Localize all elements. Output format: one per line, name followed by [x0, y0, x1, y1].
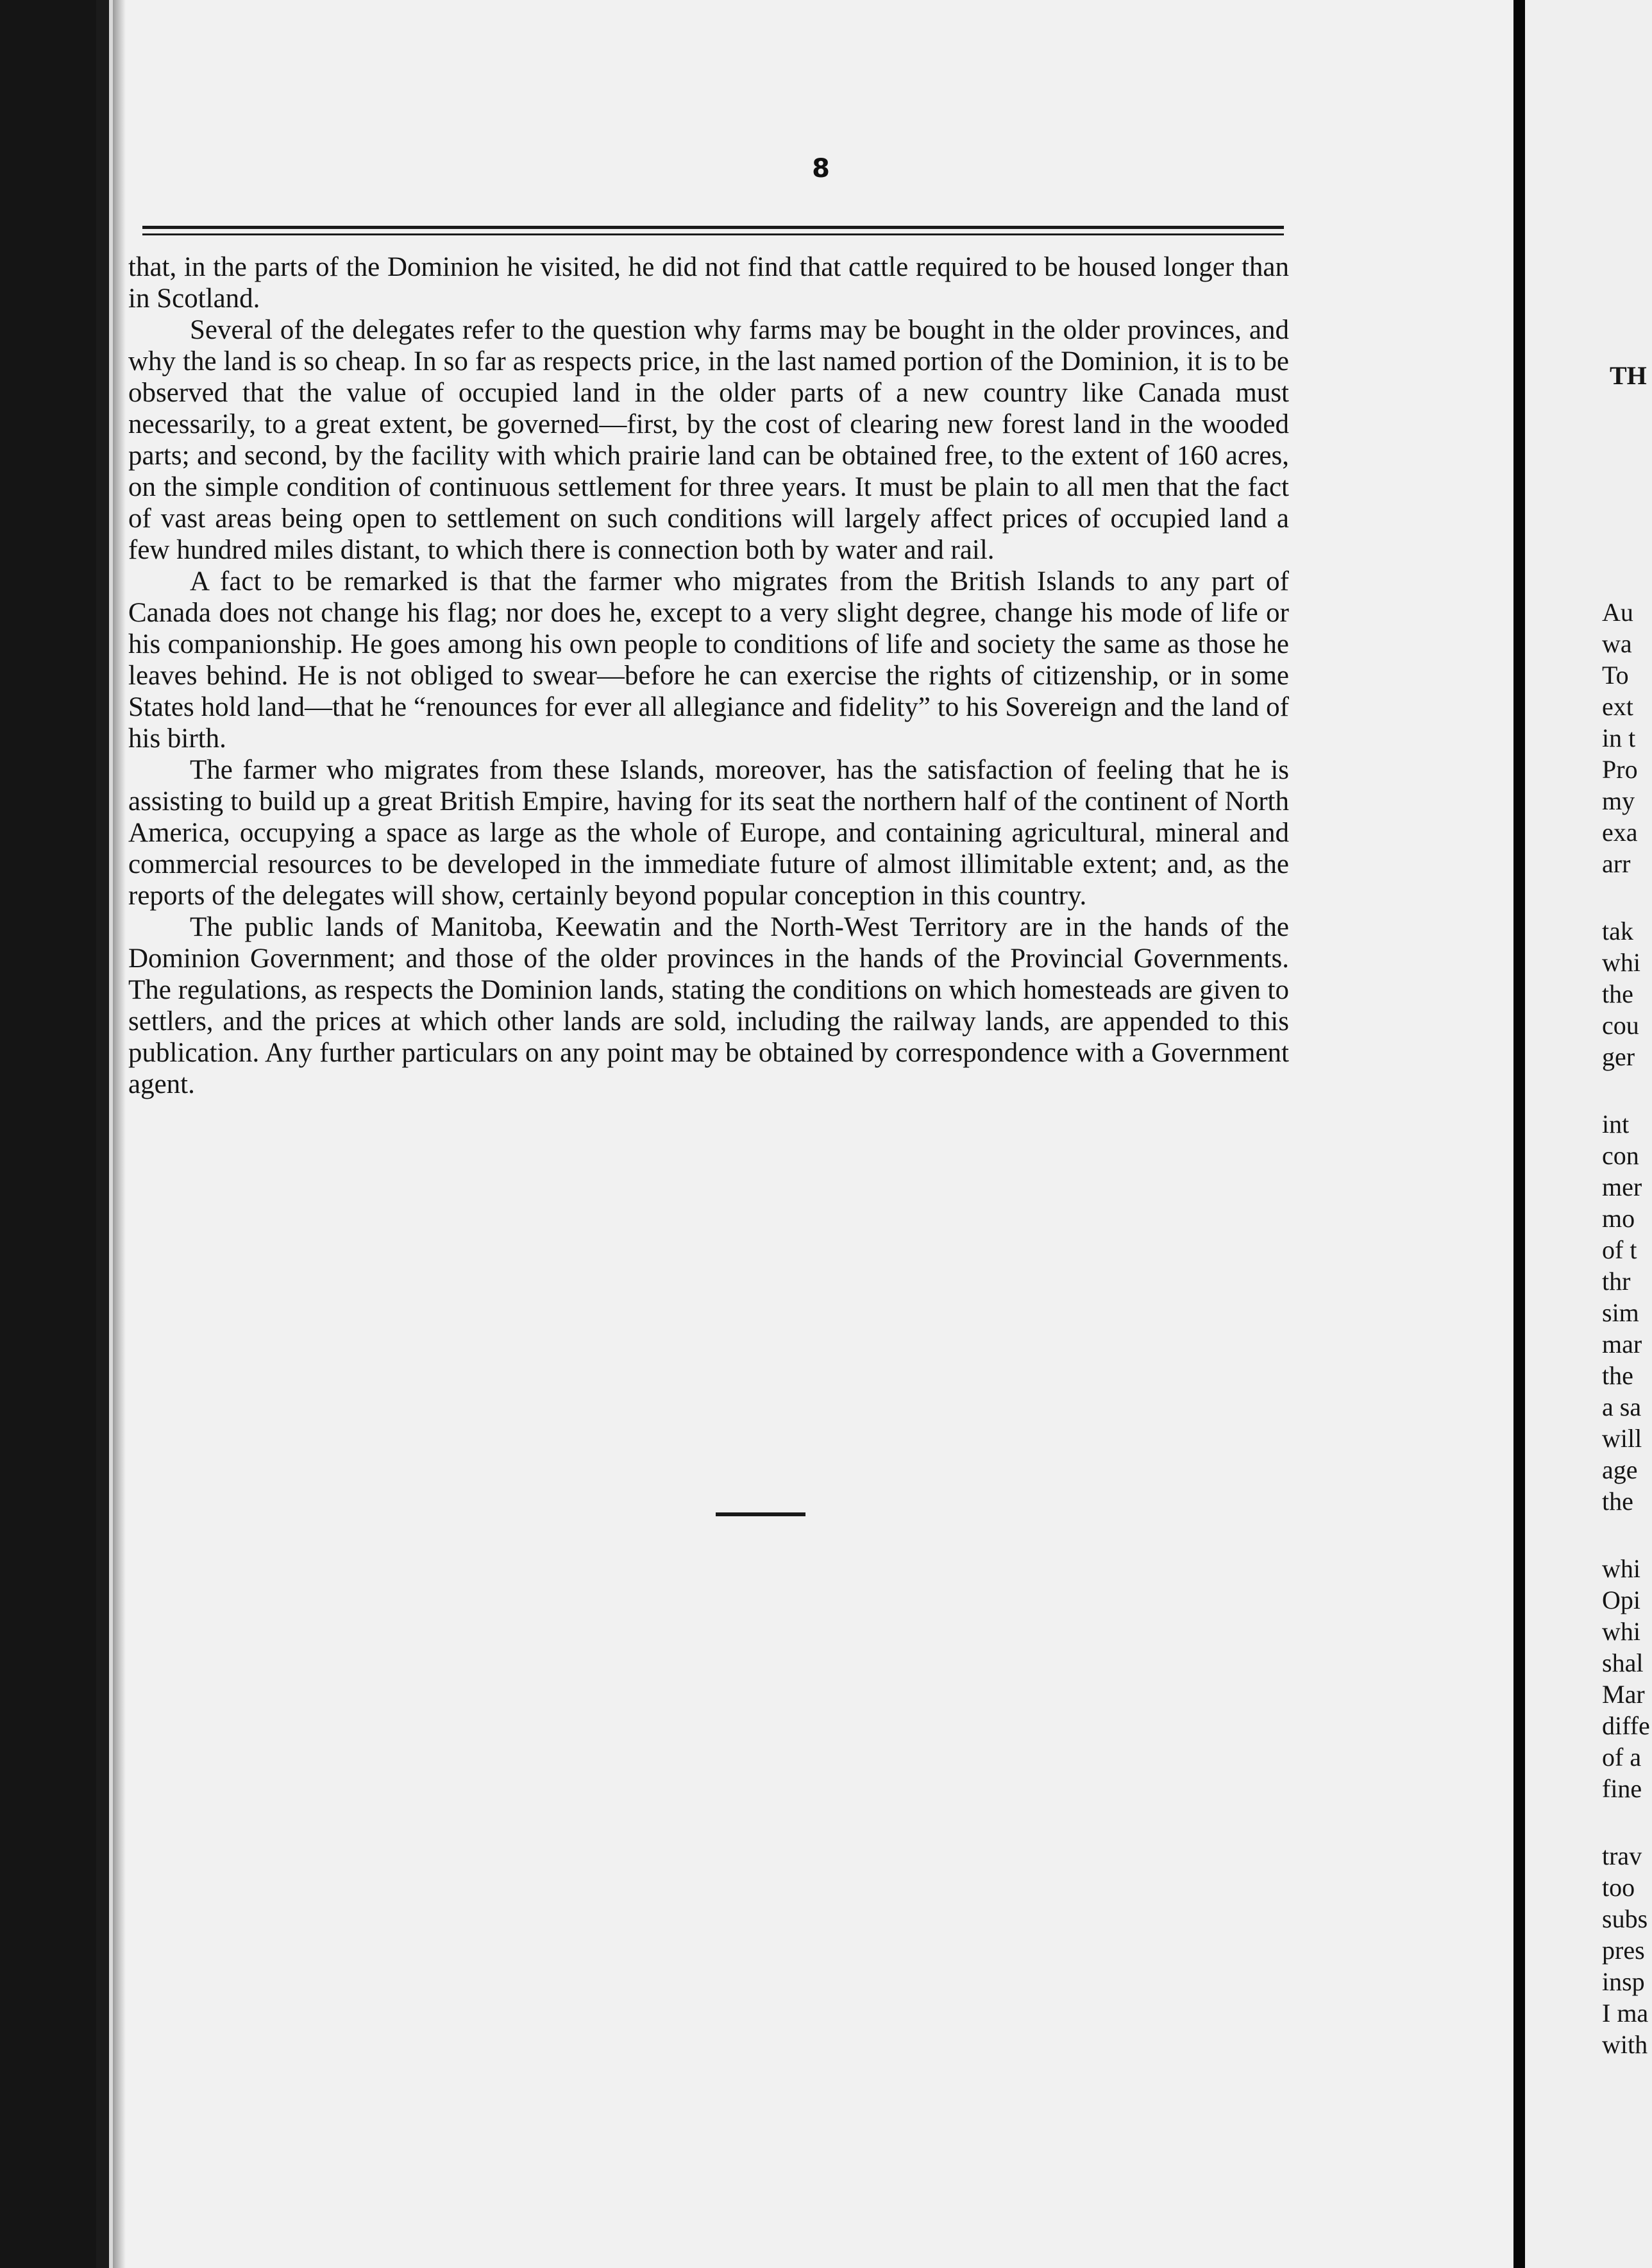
text-fragment: thr [1602, 1267, 1631, 1296]
text-fragment: mo [1602, 1204, 1635, 1233]
adjacent-page-text [1602, 597, 1652, 2060]
text-fragment: with [1602, 2030, 1648, 2059]
paragraph: The public lands of Manitoba, Keewatin and the North-West Territory are in the hands of the Dominion Government; and those of the older provinces in the hands of the Provincial Governments. The regulations, as respects the Dominion lands, stating the conditions on which homesteads are given to settlers, and the prices at which other lands are sold, including the railway lands, are appended to this publication. Any further particulars on any point may be obtained by correspondence with a Government agent. [128, 912, 1289, 1099]
text-fragment: Opi [1602, 1586, 1640, 1614]
section-end-rule [716, 1512, 805, 1516]
text-fragment: I ma [1602, 1999, 1649, 2027]
text-fragment: Au [1602, 598, 1633, 627]
text-fragment: mar [1602, 1330, 1642, 1358]
text-fragment: insp [1602, 1967, 1645, 1996]
text-fragment: To [1602, 661, 1629, 690]
text-fragment: whi [1602, 948, 1640, 977]
text-fragment: exa [1602, 818, 1638, 847]
text-fragment: ext [1602, 692, 1633, 721]
page-number: 8 [812, 154, 830, 183]
text-fragment: in t [1602, 724, 1636, 752]
text-fragment: Mar [1602, 1680, 1645, 1709]
text-fragment: sim [1602, 1298, 1639, 1327]
text-fragment: fine [1602, 1774, 1642, 1803]
text-fragment: arr [1602, 849, 1631, 878]
text-fragment: of t [1602, 1235, 1637, 1264]
text-fragment: a sa [1602, 1392, 1642, 1421]
text-fragment: tak [1602, 917, 1633, 945]
header-rule-thin [142, 233, 1284, 235]
text-fragment: whi [1602, 1617, 1640, 1646]
text-fragment: subs [1602, 1904, 1648, 1933]
text-fragment: the [1602, 1487, 1633, 1516]
text-fragment: shal [1602, 1648, 1644, 1677]
text-fragment: will [1602, 1424, 1642, 1453]
text-fragment: whi [1602, 1554, 1640, 1583]
text-fragment: Pro [1602, 755, 1638, 784]
header-rule [142, 226, 1284, 229]
text-fragment: the [1602, 979, 1633, 1008]
text-fragment: wa [1602, 629, 1632, 658]
text-fragment: int [1602, 1110, 1630, 1138]
paragraph: Several of the delegates refer to the question why farms may be bought in the older provinces, and why the land is so cheap. In so far as respects price, in the last named portion of the Dominion, it is to be observed that the value of occupied land in the older parts of a new country like Canada must necessarily, to a great extent, be governed—first, by the cost of clearing new forest land in the wooded parts; and second, by the facility with which prairie land can be obtained free, to the extent of 160 acres, on the simple condition of continuous settlement for three years. It must be plain to all men that the fact of vast areas being open to settlement on such conditions will largely affect prices of occupied land a few hundred miles distant, to which there is connection both by water and rail. [128, 315, 1289, 565]
paragraph: that, in the parts of the Dominion he visited, he did not find that cattle required to be housed longer than in Scotland. [128, 252, 1289, 314]
adjacent-page-heading: TH [1610, 361, 1647, 390]
text-fragment: of a [1602, 1743, 1642, 1772]
text-fragment: mer [1602, 1172, 1642, 1201]
text-fragment: ger [1602, 1042, 1635, 1071]
paragraph: The farmer who migrates from these Islands, moreover, has the satisfaction of feeling that he is assisting to build up a great British Empire, having for its seat the northern half of the continent of North America, occupying a space as large as the whole of Europe, and containing agricultural, mineral and commercial resources to be developed in the immediate future of almost illimitable extent; and, as the reports of the delegates will show, certainly beyond popular conception in this country. [128, 755, 1289, 911]
text-fragment: pres [1602, 1936, 1645, 1965]
text-fragment: cou [1602, 1011, 1639, 1040]
text-fragment: diffe [1602, 1711, 1650, 1740]
text-fragment: age [1602, 1455, 1638, 1484]
scanner-edge [0, 0, 96, 2268]
text-fragment: con [1602, 1141, 1639, 1170]
page-gutter-shadow [113, 0, 126, 2268]
paragraph: A fact to be remarked is that the farmer who migrates from the British Islands to any part of Canada does not change his flag; nor does he, except to a very slight degree, change his mode of life or his companionship. He goes among his own people to conditions of life and society the same as those he leaves behind. He is not obliged to swear—before he can exercise the rights of citizenship, or in some States hold land—that he “renounces for ever all allegiance and fidelity” to his Sovereign and the land of his birth. [128, 566, 1289, 754]
text-fragment: too [1602, 1873, 1635, 1902]
text-fragment: the [1602, 1361, 1633, 1390]
text-fragment: trav [1602, 1841, 1642, 1870]
text-fragment: my [1602, 786, 1635, 815]
body-text [128, 251, 1289, 1100]
